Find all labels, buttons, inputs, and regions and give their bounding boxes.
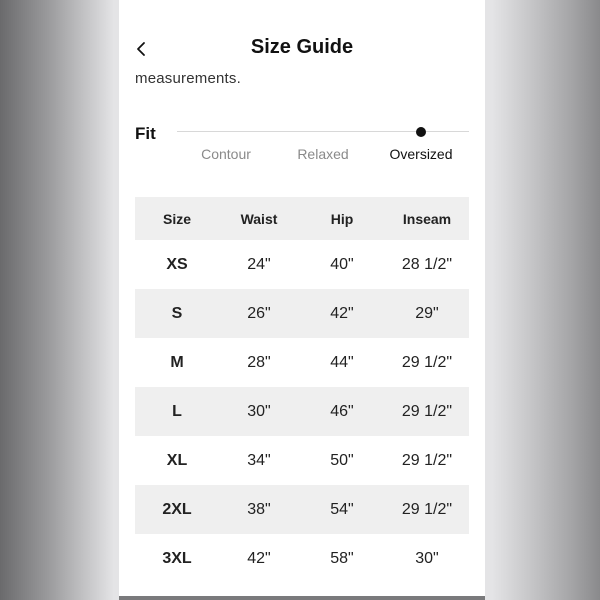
hip-cell: 58" xyxy=(330,549,354,567)
inseam-cell: 30" xyxy=(415,549,439,567)
fit-option-relaxed[interactable]: Relaxed xyxy=(297,146,349,162)
size-cell: S xyxy=(171,304,183,322)
inseam-cell: 28 1/2" xyxy=(401,255,453,273)
waist-cell: 30" xyxy=(247,402,271,420)
column-header-size: Size xyxy=(162,210,191,227)
hip-cell: 42" xyxy=(330,304,354,322)
table-row xyxy=(135,338,469,387)
hip-cell: 46" xyxy=(330,402,354,420)
table-row xyxy=(135,240,469,289)
screen xyxy=(119,0,485,598)
inseam-cell: 29 1/2" xyxy=(401,353,453,371)
waist-cell: 24" xyxy=(247,255,271,273)
inseam-cell: 29 1/2" xyxy=(401,500,453,518)
table-row xyxy=(135,534,469,583)
hip-cell: 50" xyxy=(330,451,354,469)
page-title: Size Guide xyxy=(250,36,354,58)
fit-slider-knob[interactable] xyxy=(416,127,426,137)
size-table xyxy=(135,197,469,583)
table-row xyxy=(135,289,469,338)
size-cell: XL xyxy=(166,451,188,469)
waist-cell: 28" xyxy=(247,353,271,371)
inseam-cell: 29 1/2" xyxy=(401,451,453,469)
hip-cell: 40" xyxy=(330,255,354,273)
waist-cell: 42" xyxy=(247,549,271,567)
hip-cell: 54" xyxy=(330,500,354,518)
hip-cell: 44" xyxy=(330,353,354,371)
intro-text: measurements. xyxy=(135,70,241,87)
table-header-row xyxy=(135,197,469,240)
fit-option-oversized[interactable]: Oversized xyxy=(389,146,453,162)
size-cell: XS xyxy=(166,255,188,273)
size-cell: 2XL xyxy=(162,500,192,518)
inseam-cell: 29 1/2" xyxy=(401,402,453,420)
table-row xyxy=(135,436,469,485)
size-cell: M xyxy=(170,353,184,371)
bottom-edge xyxy=(119,596,485,600)
waist-cell: 26" xyxy=(247,304,271,322)
column-header-inseam: Inseam xyxy=(402,210,452,227)
waist-cell: 38" xyxy=(247,500,271,518)
size-cell: 3XL xyxy=(162,549,192,567)
inseam-cell: 29" xyxy=(415,304,439,322)
fit-label: Fit xyxy=(135,124,156,143)
table-row xyxy=(135,387,469,436)
table-row xyxy=(135,485,469,534)
size-cell: L xyxy=(172,402,182,420)
column-header-waist: Waist xyxy=(240,210,278,227)
fit-option-contour[interactable]: Contour xyxy=(201,146,251,162)
column-header-hip: Hip xyxy=(330,210,354,227)
waist-cell: 34" xyxy=(247,451,271,469)
